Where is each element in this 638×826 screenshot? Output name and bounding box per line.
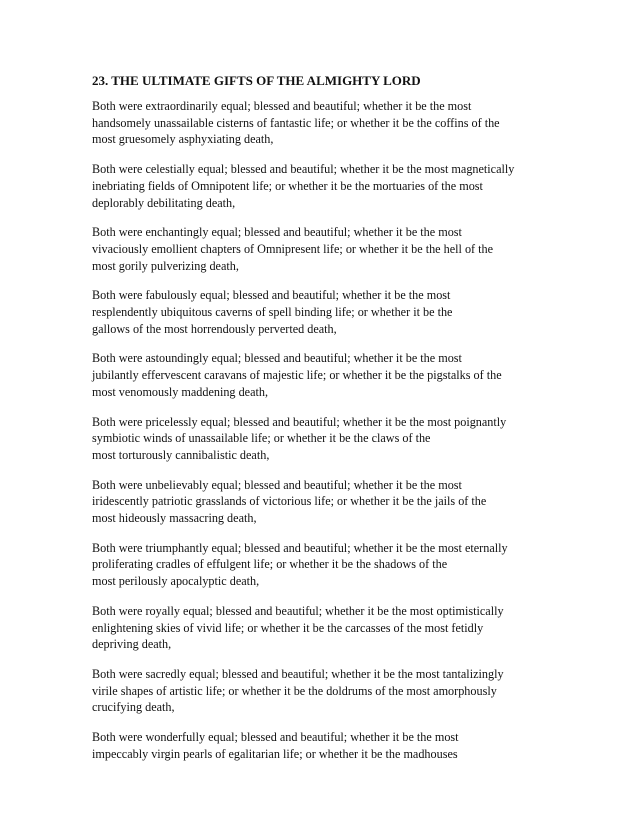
stanza-3 — [92, 224, 562, 274]
stanza-line: Both were pricelessly equal; blessed and beautiful; whether it be the most poignantly — [92, 414, 507, 429]
document-page — [92, 73, 562, 776]
stanza-line: proliferating cradles of effulgent life; or whether it be the shadows of the — [92, 557, 448, 572]
stanza-line: most hideously massacring death, — [92, 511, 257, 526]
stanza-line: most torturously cannibalistic death, — [92, 447, 270, 462]
stanza-line: Both were fabulously equal; blessed and beautiful; whether it be the most — [92, 288, 451, 303]
stanza-line: impeccably virgin pearls of egalitarian life; or whether it be the madhouses — [92, 746, 458, 761]
stanza-line: Both were celestially equal; blessed and beautiful; whether it be the most magnetically — [92, 162, 515, 177]
stanza-7 — [92, 477, 562, 527]
stanza-line: symbiotic winds of unassailable life; or whether it be the claws of the — [92, 431, 431, 446]
stanza-line: Both were extraordinarily equal; blessed and beautiful; whether it be the most — [92, 99, 472, 113]
poem-title: 23. THE ULTIMATE GIFTS OF THE ALMIGHTY LORD — [92, 73, 421, 88]
stanza-line: most venomously maddening death, — [92, 384, 269, 399]
stanza-line: iridescently patriotic grasslands of victorious life; or whether it be the jails of the — [92, 494, 487, 509]
stanza-line: most gruesomely asphyxiating death, — [92, 132, 274, 147]
stanza-8 — [92, 540, 562, 590]
stanza-line: jubilantly effervescent caravans of majestic life; or whether it be the pigstalks of the — [92, 368, 502, 383]
stanza-6 — [92, 414, 562, 464]
stanza-line: Both were astoundingly equal; blessed and beautiful; whether it be the most — [92, 351, 462, 366]
stanza-1 — [92, 98, 562, 148]
stanza-line: most perilously apocalyptic death, — [92, 574, 260, 589]
stanza-4 — [92, 287, 562, 337]
stanza-line: Both were sacredly equal; blessed and beautiful; whether it be the most tantalizingly — [92, 666, 504, 681]
stanza-line: deplorably debilitating death, — [92, 195, 236, 210]
stanza-11 — [92, 729, 562, 762]
stanza-line: depriving death, — [92, 637, 172, 652]
stanza-10 — [92, 666, 562, 716]
stanza-line: crucifying death, — [92, 700, 175, 715]
stanza-line: Both were royally equal; blessed and beautiful; whether it be the most optimistically — [92, 603, 504, 618]
stanza-line: gallows of the most horrendously perverted death, — [92, 321, 337, 336]
stanza-2 — [92, 161, 562, 211]
stanza-line: Both were enchantingly equal; blessed and beautiful; whether it be the most — [92, 225, 462, 240]
stanza-line: most gorily pulverizing death, — [92, 258, 239, 273]
stanza-line: vivaciously emollient chapters of Omnipresent life; or whether it be the hell of the — [92, 241, 494, 256]
stanza-line: resplendently ubiquitous caverns of spell binding life; or whether it be the — [92, 305, 453, 320]
stanza-9 — [92, 603, 562, 653]
stanza-5 — [92, 350, 562, 400]
stanza-line: handsomely unassailable cisterns of fantastic life; or whether it be the coffins of the — [92, 115, 500, 130]
stanza-line: Both were wonderfully equal; blessed and beautiful; whether it be the most — [92, 730, 459, 745]
stanza-line: enlightening skies of vivid life; or whether it be the carcasses of the most fetidly — [92, 620, 484, 635]
stanza-line: Both were triumphantly equal; blessed and beautiful; whether it be the most eternally — [92, 540, 508, 555]
stanza-line: inebriating fields of Omnipotent life; or whether it be the mortuaries of the most — [92, 178, 483, 193]
stanza-line: Both were unbelievably equal; blessed and beautiful; whether it be the most — [92, 477, 462, 492]
stanza-line: virile shapes of artistic life; or whether it be the doldrums of the most amorphously — [92, 683, 497, 698]
